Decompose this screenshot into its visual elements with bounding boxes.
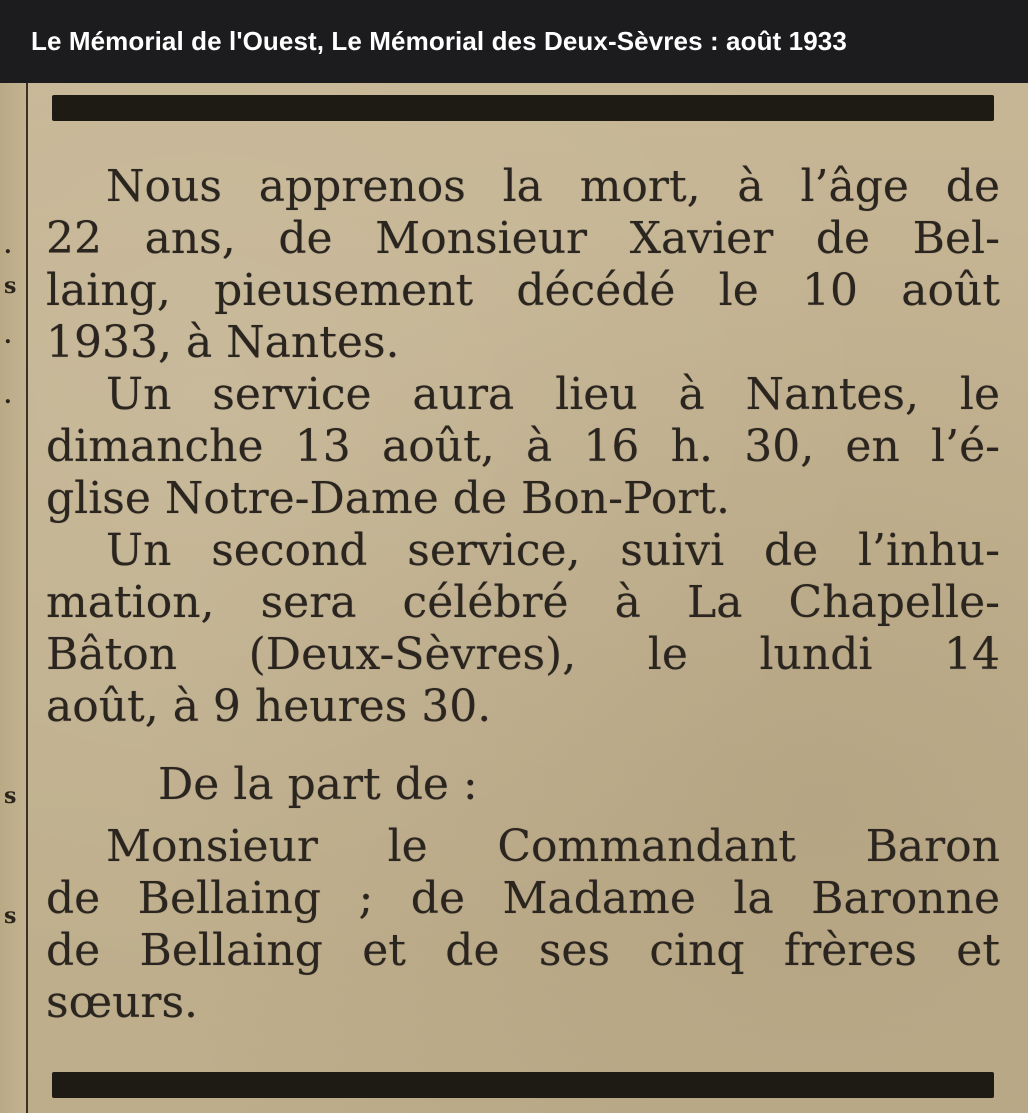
image-caption: Le Mémorial de l'Ouest, Le Mémorial des Deux-Sèvres : août 1933 [31, 26, 847, 56]
article-paragraph [46, 161, 1000, 369]
article-line: Nous apprenos la mort, à l’âge de [106, 161, 1000, 212]
article-line: Bâton (Deux-Sèvres), le lundi 14 [46, 629, 1000, 680]
signature-line: de Bellaing et de ses cinq frères et [46, 925, 1000, 976]
article-line: dimanche 13 août, à 16 h. 30, en l’é- [46, 421, 1000, 472]
column-rule [26, 83, 28, 1113]
top-divider-rule [52, 95, 994, 121]
margin-mark: . [4, 233, 12, 259]
signature-block [46, 821, 1000, 1029]
obituary-article [46, 161, 1000, 1029]
signature-line: de Bellaing ; de Madame la Baronne [46, 873, 1000, 924]
newspaper-clipping [0, 83, 1028, 1113]
margin-mark: . [4, 383, 12, 409]
margin-mark: s [4, 903, 17, 929]
article-line: août, à 9 heures 30. [46, 681, 492, 732]
article-line: mation, sera célébré à La Chapelle- [46, 577, 1000, 628]
article-line: 1933, à Nantes. [46, 317, 400, 368]
margin-mark: s [4, 783, 17, 809]
margin-mark: s [4, 273, 17, 299]
margin-mark: . [4, 323, 12, 349]
article-line: Un service aura lieu à Nantes, le [106, 369, 1000, 420]
signature-line: sœurs. [46, 977, 199, 1028]
article-paragraph [46, 525, 1000, 733]
signature-line: Monsieur le Commandant Baron [106, 821, 1000, 872]
signoff-line: De la part de : [158, 759, 478, 810]
article-line: laing, pieusement décédé le 10 août [46, 265, 1000, 316]
caption-bar [0, 0, 1028, 83]
article-paragraph [46, 369, 1000, 525]
article-line: 22 ans, de Monsieur Xavier de Bel- [46, 213, 1000, 264]
article-line: glise Notre-Dame de Bon-Port. [46, 473, 731, 524]
article-line: Un second service, suivi de l’inhu- [106, 525, 1000, 576]
bottom-divider-rule [52, 1072, 994, 1098]
